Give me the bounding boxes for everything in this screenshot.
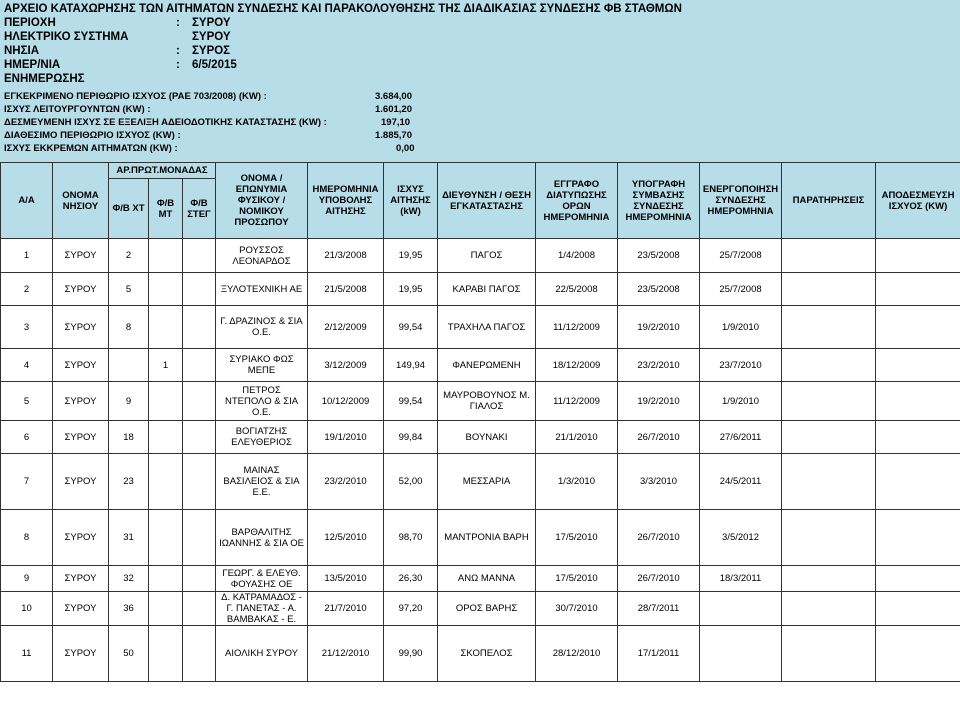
cell-notes <box>782 626 876 682</box>
cell-address: ΟΡΟΣ ΒΑΡΗΣ <box>438 592 536 626</box>
cell-release <box>876 349 960 382</box>
cell-xt: 8 <box>109 306 149 349</box>
region-value: ΣΥΡΟΥ <box>192 17 231 29</box>
cell-island: ΣΥΡΟΥ <box>53 421 109 454</box>
cell-name: ΡΟΥΣΣΟΣ ΛΕΟΝΑΡΔΟΣ <box>216 239 308 273</box>
table-row <box>1 273 960 306</box>
cell-contract: 23/2/2010 <box>618 349 700 382</box>
cell-contract: 17/1/2011 <box>618 626 700 682</box>
cell-contract: 3/3/2010 <box>618 454 700 510</box>
cell-steg <box>183 454 216 510</box>
cell-steg <box>183 273 216 306</box>
cell-address: ΜΑΝΤΡΟΝΙΑ ΒΑΡΗ <box>438 510 536 566</box>
cell-notes <box>782 510 876 566</box>
committed-value: 197,10 <box>381 117 411 128</box>
committed-label: ΔΕΣΜΕΥΜΕΝΗ ΙΣΧΥΣ ΣΕ ΕΞΕΛΙΞΗ ΑΔΕΙΟΔΟΤΙΚΗΣ ΚΑΤΑΣΤΑΣΗΣ (KW) : <box>4 117 327 128</box>
cell-power: 99,54 <box>384 382 438 421</box>
cell-release <box>876 592 960 626</box>
cell-address: ΚΑΡΑΒΙ ΠΑΓΟΣ <box>438 273 536 306</box>
cell-submit: 21/3/2008 <box>308 239 384 273</box>
cell-submit: 21/12/2010 <box>308 626 384 682</box>
col-fb-xt: Φ/Β ΧΤ <box>109 179 149 239</box>
table-row <box>1 306 960 349</box>
cell-power: 26,30 <box>384 566 438 592</box>
region-sep: : <box>176 17 180 29</box>
cell-submit: 21/7/2010 <box>308 592 384 626</box>
cell-name: ΑΙΟΛΙΚΗ ΣΥΡΟΥ <box>216 626 308 682</box>
cell-island: ΣΥΡΟΥ <box>53 510 109 566</box>
cell-mt <box>149 421 183 454</box>
date-sep: : <box>176 59 180 71</box>
cell-address: ΜΕΣΣΑΡΙΑ <box>438 454 536 510</box>
cell-notes <box>782 306 876 349</box>
cell-contract: 23/5/2008 <box>618 239 700 273</box>
cell-mt <box>149 239 183 273</box>
system-value: ΣΥΡΟΥ <box>192 31 231 43</box>
cell-island: ΣΥΡΟΥ <box>53 626 109 682</box>
cell-submit: 12/5/2010 <box>308 510 384 566</box>
cell-power: 97,20 <box>384 592 438 626</box>
cell-mt <box>149 306 183 349</box>
cell-contract: 19/2/2010 <box>618 306 700 349</box>
cell-aa: 2 <box>1 273 53 306</box>
col-contract: ΥΠΟΓΡΑΦΗ ΣΥΜΒΑΣΗΣ ΣΥΝΔΕΣΗΣ ΗΜΕΡΟΜΗΝΙΑ <box>618 163 700 239</box>
cell-xt: 36 <box>109 592 149 626</box>
cell-mt <box>149 454 183 510</box>
cell-address: ΜΑΥΡΟΒΟΥΝΟΣ Μ. ΓΙΑΛΟΣ <box>438 382 536 421</box>
col-activation: ΕΝΕΡΓΟΠΟΙΗΣΗ ΣΥΝΔΕΣΗΣ ΗΜΕΡΟΜΗΝΙΑ <box>700 163 782 239</box>
cell-contract: 26/7/2010 <box>618 421 700 454</box>
col-aa: Α/Α <box>1 163 53 239</box>
cell-activation: 25/7/2008 <box>700 239 782 273</box>
cell-island: ΣΥΡΟΥ <box>53 273 109 306</box>
cell-xt: 32 <box>109 566 149 592</box>
cell-xt: 31 <box>109 510 149 566</box>
cell-terms: 21/1/2010 <box>536 421 618 454</box>
cell-submit: 2/12/2009 <box>308 306 384 349</box>
cell-xt: 23 <box>109 454 149 510</box>
col-notes: ΠΑΡΑΤΗΡΗΣΕΙΣ <box>782 163 876 239</box>
cell-activation: 27/6/2011 <box>700 421 782 454</box>
col-fb-steg: Φ/Β ΣΤΕΓ <box>183 179 216 239</box>
cell-terms: 22/5/2008 <box>536 273 618 306</box>
cell-submit: 23/2/2010 <box>308 454 384 510</box>
cell-xt: 50 <box>109 626 149 682</box>
cell-name: Γ. ΔΡΑΖΙΝΟΣ & ΣΙΑ Ο.Ε. <box>216 306 308 349</box>
cell-notes <box>782 592 876 626</box>
cell-name: ΒΟΓΙΑΤΖΗΣ ΕΛΕΥΘΕΡΙΟΣ <box>216 421 308 454</box>
pending-value: 0,00 <box>396 143 415 154</box>
col-name: ΟΝΟΜΑ / ΕΠΩΝΥΜΙΑ ΦΥΣΙΚΟΥ / ΝΟΜΙΚΟΥ ΠΡΟΣΩΠΟΥ <box>216 163 308 239</box>
cell-name: ΞΥΛΟΤΕΧΝΙΚΗ ΑΕ <box>216 273 308 306</box>
date-value: 6/5/2015 <box>192 59 237 71</box>
cell-aa: 6 <box>1 421 53 454</box>
cell-notes <box>782 239 876 273</box>
cell-activation: 25/7/2008 <box>700 273 782 306</box>
cell-release <box>876 566 960 592</box>
cell-notes <box>782 566 876 592</box>
cell-release <box>876 382 960 421</box>
cell-island: ΣΥΡΟΥ <box>53 454 109 510</box>
cell-release <box>876 273 960 306</box>
cell-aa: 7 <box>1 454 53 510</box>
cell-island: ΣΥΡΟΥ <box>53 382 109 421</box>
cell-terms: 1/3/2010 <box>536 454 618 510</box>
island-sep: : <box>176 45 180 57</box>
cell-steg <box>183 510 216 566</box>
cell-name: ΠΕΤΡΟΣ ΝΤΕΠΟΛΟ & ΣΙΑ Ο.Ε. <box>216 382 308 421</box>
available-value: 1.885,70 <box>375 130 412 141</box>
cell-mt <box>149 592 183 626</box>
cell-contract: 26/7/2010 <box>618 510 700 566</box>
cell-steg <box>183 239 216 273</box>
operating-label: ΙΣΧΥΣ ΛΕΙΤΟΥΡΓΟΥΝΤΩΝ (KW) : <box>4 104 151 115</box>
cell-aa: 10 <box>1 592 53 626</box>
island-value: ΣΥΡΟΣ <box>192 45 231 57</box>
cell-xt: 18 <box>109 421 149 454</box>
cell-activation <box>700 592 782 626</box>
table-row <box>1 239 960 273</box>
cell-power: 99,54 <box>384 306 438 349</box>
cell-submit: 19/1/2010 <box>308 421 384 454</box>
cell-aa: 11 <box>1 626 53 682</box>
region-label: ΠΕΡΙΟΧΗ <box>4 17 56 29</box>
document-title: ΑΡΧΕΙΟ ΚΑΤΑΧΩΡΗΣΗΣ ΤΩΝ ΑΙΤΗΜΑΤΩΝ ΣΥΝΔΕΣΗΣ ΚΑΙ ΠΑΡΑΚΟΛΟΥΘΗΣΗΣ ΤΗΣ ΔΙΑΔΙΚΑΣΙΑΣ ΣΥΝΔΕΣΗΣ ΦΒ ΣΤΑΘΜΩΝ <box>4 3 682 15</box>
cell-contract: 19/2/2010 <box>618 382 700 421</box>
cell-release <box>876 239 960 273</box>
cell-submit: 13/5/2010 <box>308 566 384 592</box>
cell-address: ΣΚΟΠΕΛΟΣ <box>438 626 536 682</box>
cell-power: 149,94 <box>384 349 438 382</box>
cell-contract: 26/7/2010 <box>618 566 700 592</box>
system-label: ΗΛΕΚΤΡΙΚΟ ΣΥΣΤΗΜΑ <box>4 31 129 43</box>
cell-xt: 2 <box>109 239 149 273</box>
cell-aa: 9 <box>1 566 53 592</box>
cell-activation <box>700 626 782 682</box>
cell-aa: 3 <box>1 306 53 349</box>
col-group: ΑΡ.ΠΡΩΤ.ΜΟΝΑΔΑΣ <box>109 163 216 179</box>
cell-island: ΣΥΡΟΥ <box>53 349 109 382</box>
cell-name: ΒΑΡΘΑΛΙΤΗΣ ΙΩΑΝΝΗΣ & ΣΙΑ ΟΕ <box>216 510 308 566</box>
header-block <box>0 0 960 163</box>
operating-value: 1.601,20 <box>375 104 412 115</box>
table-row <box>1 382 960 421</box>
date-label: ΗΜΕΡ/ΝΙΑ <box>4 59 61 71</box>
cell-aa: 4 <box>1 349 53 382</box>
cell-power: 99,90 <box>384 626 438 682</box>
cell-address: ΒΟΥΝΑΚΙ <box>438 421 536 454</box>
cell-mt <box>149 273 183 306</box>
cell-notes <box>782 349 876 382</box>
col-island: ΟΝΟΜΑ ΝΗΣΙΟΥ <box>53 163 109 239</box>
cell-steg <box>183 382 216 421</box>
table-row <box>1 421 960 454</box>
cell-terms: 11/12/2009 <box>536 382 618 421</box>
cell-release <box>876 306 960 349</box>
col-power: ΙΣΧΥΣ ΑΙΤΗΣΗΣ (kW) <box>384 163 438 239</box>
island-label: ΝΗΣΙΑ <box>4 45 40 57</box>
cell-name: Δ. ΚΑΤΡΑΜΑΔΟΣ - Γ. ΠΑΝΕΤΑΣ - Α. ΒΑΜΒΑΚΑΣ - Ε. <box>216 592 308 626</box>
cell-submit: 3/12/2009 <box>308 349 384 382</box>
cell-name: ΜΑΙΝΑΣ ΒΑΣΙΛΕΙΟΣ & ΣΙΑ Ε.Ε. <box>216 454 308 510</box>
available-label: ΔΙΑΘΕΣΙΜΟ ΠΕΡΙΘΩΡΙΟ ΙΣΧΥΟΣ (KW) : <box>4 130 181 141</box>
cell-power: 98,70 <box>384 510 438 566</box>
cell-steg <box>183 306 216 349</box>
cell-address: ΠΑΓΟΣ <box>438 239 536 273</box>
cell-address: ΦΑΝΕΡΩΜΕΝΗ <box>438 349 536 382</box>
cell-address: ΤΡΑΧΗΛΑ ΠΑΓΟΣ <box>438 306 536 349</box>
cell-release <box>876 454 960 510</box>
cell-island: ΣΥΡΟΥ <box>53 566 109 592</box>
cell-notes <box>782 382 876 421</box>
cell-terms: 30/7/2010 <box>536 592 618 626</box>
cell-activation: 23/7/2010 <box>700 349 782 382</box>
cell-mt <box>149 382 183 421</box>
col-submit: ΗΜΕΡΟΜΗΝΙΑ ΥΠΟΒΟΛΗΣ ΑΙΤΗΣΗΣ <box>308 163 384 239</box>
cell-xt: 5 <box>109 273 149 306</box>
cell-steg <box>183 626 216 682</box>
cell-notes <box>782 454 876 510</box>
approved-label: ΕΓΚΕΚΡΙΜΕΝΟ ΠΕΡΙΘΩΡΙΟ ΙΣΧΥΟΣ (ΡΑΕ 703/2008) (KW) : <box>4 91 267 102</box>
cell-power: 52,00 <box>384 454 438 510</box>
cell-steg <box>183 421 216 454</box>
applications-table <box>0 162 960 682</box>
cell-terms: 11/12/2009 <box>536 306 618 349</box>
cell-power: 19,95 <box>384 273 438 306</box>
cell-aa: 5 <box>1 382 53 421</box>
cell-terms: 28/12/2010 <box>536 626 618 682</box>
update-label: ΕΝΗΜΕΡΩΣΗΣ <box>4 73 85 85</box>
cell-xt <box>109 349 149 382</box>
cell-mt: 1 <box>149 349 183 382</box>
cell-release <box>876 510 960 566</box>
approved-value: 3.684,00 <box>375 91 412 102</box>
cell-power: 19,95 <box>384 239 438 273</box>
cell-terms: 17/5/2010 <box>536 566 618 592</box>
cell-activation: 24/5/2011 <box>700 454 782 510</box>
cell-notes <box>782 421 876 454</box>
col-fb-mt: Φ/Β ΜΤ <box>149 179 183 239</box>
table-row <box>1 592 960 626</box>
cell-submit: 10/12/2009 <box>308 382 384 421</box>
col-address: ΔΙΕΥΘΥΝΣΗ / ΘΕΣΗ ΕΓΚΑΤΑΣΤΑΣΗΣ <box>438 163 536 239</box>
cell-terms: 18/12/2009 <box>536 349 618 382</box>
cell-activation: 1/9/2010 <box>700 382 782 421</box>
table-row <box>1 626 960 682</box>
table-row <box>1 566 960 592</box>
cell-activation: 1/9/2010 <box>700 306 782 349</box>
table-row <box>1 349 960 382</box>
cell-contract: 23/5/2008 <box>618 273 700 306</box>
cell-island: ΣΥΡΟΥ <box>53 306 109 349</box>
cell-name: ΣΥΡΙΑΚΟ ΦΩΣ ΜΕΠΕ <box>216 349 308 382</box>
cell-name: ΓΕΩΡΓ. & ΕΛΕΥΘ. ΦΟΥΑΣΗΣ ΟΕ <box>216 566 308 592</box>
cell-release <box>876 626 960 682</box>
cell-terms: 17/5/2010 <box>536 510 618 566</box>
cell-submit: 21/5/2008 <box>308 273 384 306</box>
cell-address: ΑΝΩ ΜΑΝΝΑ <box>438 566 536 592</box>
cell-island: ΣΥΡΟΥ <box>53 239 109 273</box>
table-row <box>1 510 960 566</box>
cell-contract: 28/7/2011 <box>618 592 700 626</box>
cell-xt: 9 <box>109 382 149 421</box>
table-row <box>1 454 960 510</box>
cell-steg <box>183 349 216 382</box>
cell-activation: 18/3/2011 <box>700 566 782 592</box>
cell-mt <box>149 626 183 682</box>
cell-release <box>876 421 960 454</box>
cell-notes <box>782 273 876 306</box>
cell-aa: 8 <box>1 510 53 566</box>
col-release: ΑΠΟΔΕΣΜΕΥΣΗ ΙΣΧΥΟΣ (KW) <box>876 163 960 239</box>
cell-power: 99,84 <box>384 421 438 454</box>
cell-aa: 1 <box>1 239 53 273</box>
cell-steg <box>183 592 216 626</box>
cell-terms: 1/4/2008 <box>536 239 618 273</box>
pending-label: ΙΣΧΥΣ ΕΚΚΡΕΜΩΝ ΑΙΤΗΜΑΤΩΝ (KW) : <box>4 143 178 154</box>
cell-steg <box>183 566 216 592</box>
cell-mt <box>149 510 183 566</box>
col-terms: ΕΓΓΡΑΦΟ ΔΙΑΤΥΠΩΣΗΣ ΟΡΩΝ ΗΜΕΡΟΜΗΝΙΑ <box>536 163 618 239</box>
cell-island: ΣΥΡΟΥ <box>53 592 109 626</box>
cell-mt <box>149 566 183 592</box>
cell-activation: 3/5/2012 <box>700 510 782 566</box>
